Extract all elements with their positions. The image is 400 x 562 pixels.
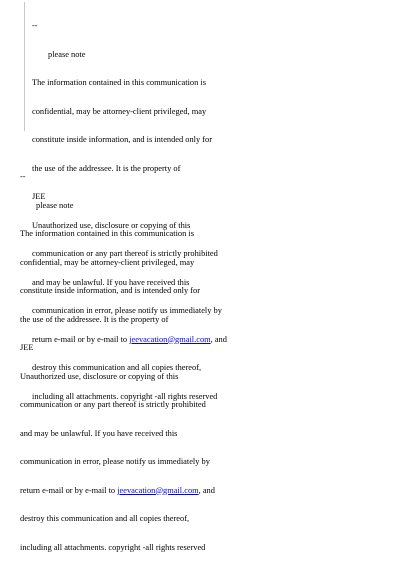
disclaimer-line: communication in error, please notify us immediately by: [32, 306, 222, 315]
disclaimer-line: the use of the addressee. It is the property of: [20, 314, 169, 324]
disclaimer-line: destroy this communication and all copies thereof,: [20, 514, 190, 523]
disclaimer-line: the use of the addressee. It is the property of: [32, 163, 181, 173]
disclaimer-line: and may be unlawful. If you have received this: [32, 277, 190, 287]
disclaimer-line: JEE: [20, 343, 34, 352]
disclaimer-line: communication in error, please notify us immediately by: [20, 457, 210, 466]
disclaimer-line: including all attachments. copyright -all rights reserved: [32, 391, 218, 401]
disclaimer-line: constitute inside information, and is intended only for: [20, 286, 201, 295]
quoted-signature-block: [24, 2, 227, 401]
disclaimer-line: including all attachments. copyright -all rights reserved: [20, 542, 206, 552]
disclaimer-line: The information contained in this communication is: [20, 229, 194, 238]
link-prefix: return e-mail or by e-mail to: [32, 334, 130, 344]
disclaimer-line: confidential, may be attorney-client privileged, may: [32, 106, 207, 116]
disclaimer-line: destroy this communication and all copies thereof,: [32, 363, 202, 372]
signature-heading: please note: [36, 200, 74, 210]
plain-signature-block: [20, 153, 215, 562]
disclaimer-link-line: [20, 486, 215, 496]
disclaimer-line: confidential, may be attorney-client privileged, may: [20, 257, 195, 267]
signature-heading: please note: [48, 49, 86, 59]
disclaimer-line: Unauthorized use, disclosure or copying of this: [20, 371, 179, 381]
link-suffix: , and: [210, 334, 227, 344]
disclaimer-line: Unauthorized use, disclosure or copying of this: [32, 220, 191, 230]
disclaimer-line: communication or any part thereof is strictly prohibited: [20, 400, 206, 409]
disclaimer-line: and may be unlawful. If you have received this: [20, 428, 178, 438]
disclaimer-line: communication or any part thereof is strictly prohibited: [32, 249, 218, 258]
disclaimer-line: JEE: [32, 192, 46, 201]
email-link[interactable]: jeevacation@gmail.com: [129, 334, 211, 344]
disclaimer-line: constitute inside information, and is intended only for: [32, 135, 213, 144]
link-prefix: return e-mail or by e-mail to: [20, 485, 118, 495]
disclaimer-line: The information contained in this communication is: [32, 78, 206, 87]
signature-separator: --: [20, 172, 26, 181]
email-link[interactable]: jeevacation@gmail.com: [117, 485, 199, 495]
link-suffix: , and: [198, 485, 215, 495]
signature-separator: --: [32, 21, 38, 30]
